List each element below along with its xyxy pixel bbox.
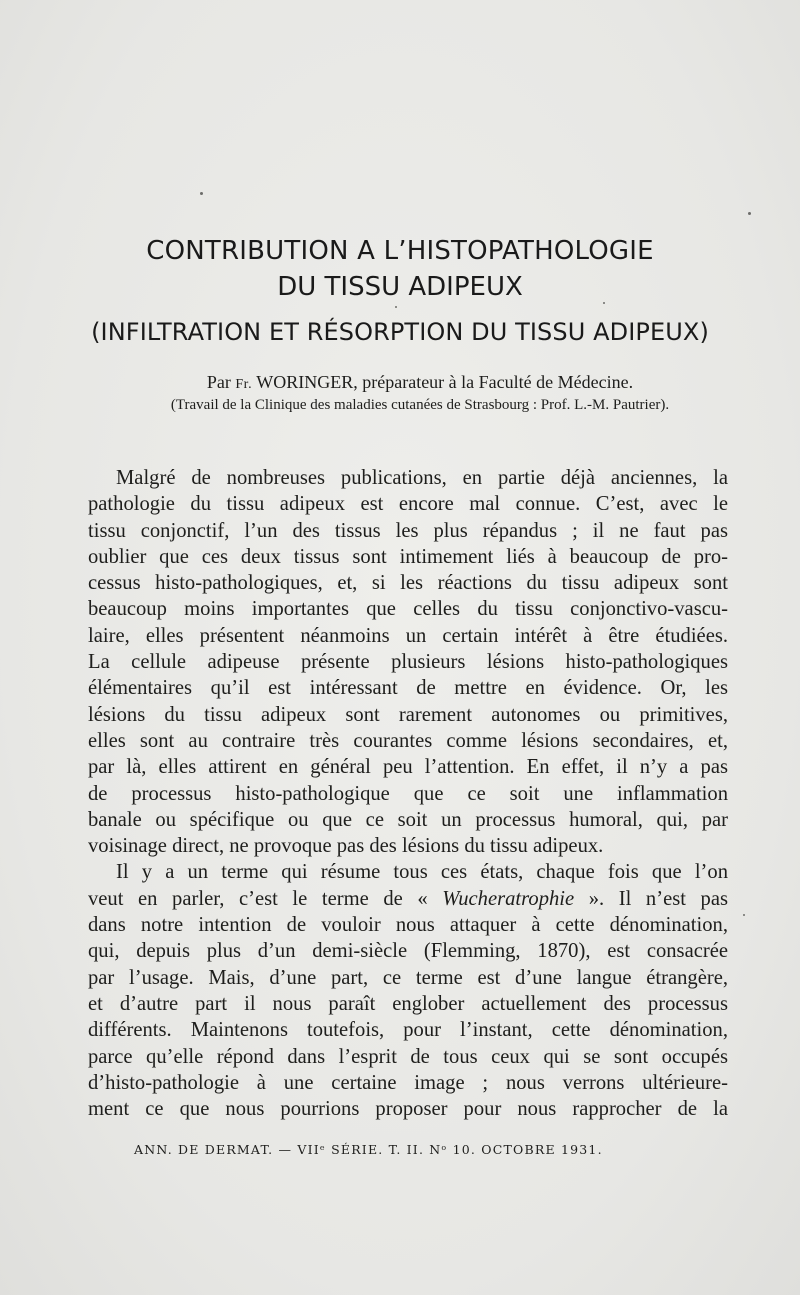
byline-rest: WORINGER, préparateur à la Faculté de Médecine. [252, 372, 634, 392]
author-byline [20, 372, 800, 393]
article-subtitle: (INFILTRATION ET RÉSORPTION DU TISSU ADIPEUX) [91, 318, 709, 346]
body-line: Il y a un terme qui résume tous ces états, chaque fois que l’on [116, 861, 728, 884]
text-run: veut en parler, c’est le terme de « [88, 887, 443, 910]
body-line-with-italic [88, 886, 728, 912]
body-line: laire, elles présentent néanmoins un certain intérêt à être étudiées. [88, 624, 728, 647]
paper-speck [743, 914, 745, 916]
paper-speck [603, 302, 605, 304]
body-line: élémentaires qu’il est intéressant de mettre en évidence. Or, les [88, 677, 728, 700]
body-line: pathologie du tissu adipeux est encore mal connue. C’est, avec le [88, 493, 728, 516]
journal-citation-footer: ANN. DE DERMAT. — VIIᵉ SÉRIE. T. II. Nᵒ 10. OCTOBRE 1931. [134, 1142, 603, 1157]
body-line: différents. Maintenons toutefois, pour l’instant, cette dénomination, [88, 1019, 728, 1042]
body-line: ment ce que nous pourrions proposer pour nous rapprocher de la [88, 1098, 728, 1121]
body-line: beaucoup moins importantes que celles du tissu conjonctivo-vascu- [88, 598, 728, 621]
body-line: tissu conjonctif, l’un des tissus les plus répandus ; il ne faut pas [88, 519, 728, 542]
body-line: elles sont au contraire très courantes comme lésions secondaires, et, [88, 729, 728, 752]
body-line: d’histo-pathologie à une certaine image ; nous verrons ultérieure- [88, 1071, 728, 1094]
affiliation-note: (Travail de la Clinique des maladies cutanées de Strasbourg : Prof. L.-M. Pautrier). [170, 397, 670, 413]
body-line: par l’usage. Mais, d’une part, ce terme est d’une langue étrangère, [88, 966, 728, 989]
paper-speck [748, 212, 751, 215]
body-line: lésions du tissu adipeux sont rarement autonomes ou primitives, [88, 703, 728, 726]
paper-speck [200, 192, 203, 195]
body-line: parce qu’elle répond dans l’esprit de tous ceux qui se sont occupés [88, 1045, 728, 1068]
body-line: de processus histo-pathologique que ce soit une inflammation [88, 782, 728, 805]
body-line: banale ou spécifique ou que ce soit un processus humoral, qui, par [88, 808, 728, 831]
author-initials: Fr. [235, 377, 253, 392]
body-line: Malgré de nombreuses publications, en partie déjà anciennes, la [116, 467, 728, 489]
article-title-line-1: CONTRIBUTION A L’HISTOPATHOLOGIE [146, 236, 654, 266]
article-title-line-2: DU TISSU ADIPEUX [277, 272, 523, 302]
body-line: oublier que ces deux tissus sont intimement liés à beaucoup de pro- [88, 545, 728, 568]
body-line: cessus histo-pathologiques, et, si les réactions du tissu adipeux sont [88, 572, 728, 595]
body-line: La cellule adipeuse présente plusieurs lésions histo-pathologiques [88, 651, 728, 674]
body-line: et d’autre part il nous paraît englober actuellement des processus [88, 992, 728, 1015]
body-line: dans notre intention de vouloir nous attaquer à cette dénomination, [88, 914, 728, 937]
italic-term: Wucheratrophie [442, 887, 575, 910]
paper-speck [395, 306, 397, 308]
byline-prefix: Par [206, 372, 236, 392]
article-body [88, 465, 728, 1122]
body-line: qui, depuis plus d’un demi-siècle (Flemming, 1870), est consacrée [88, 940, 728, 963]
body-line: par là, elles attirent en général peu l’attention. En effet, il n’y a pas [88, 756, 728, 779]
text-run: ». Il n’est pas [574, 887, 728, 910]
body-line: voisinage direct, ne provoque pas des lésions du tissu adipeux. [88, 835, 604, 858]
